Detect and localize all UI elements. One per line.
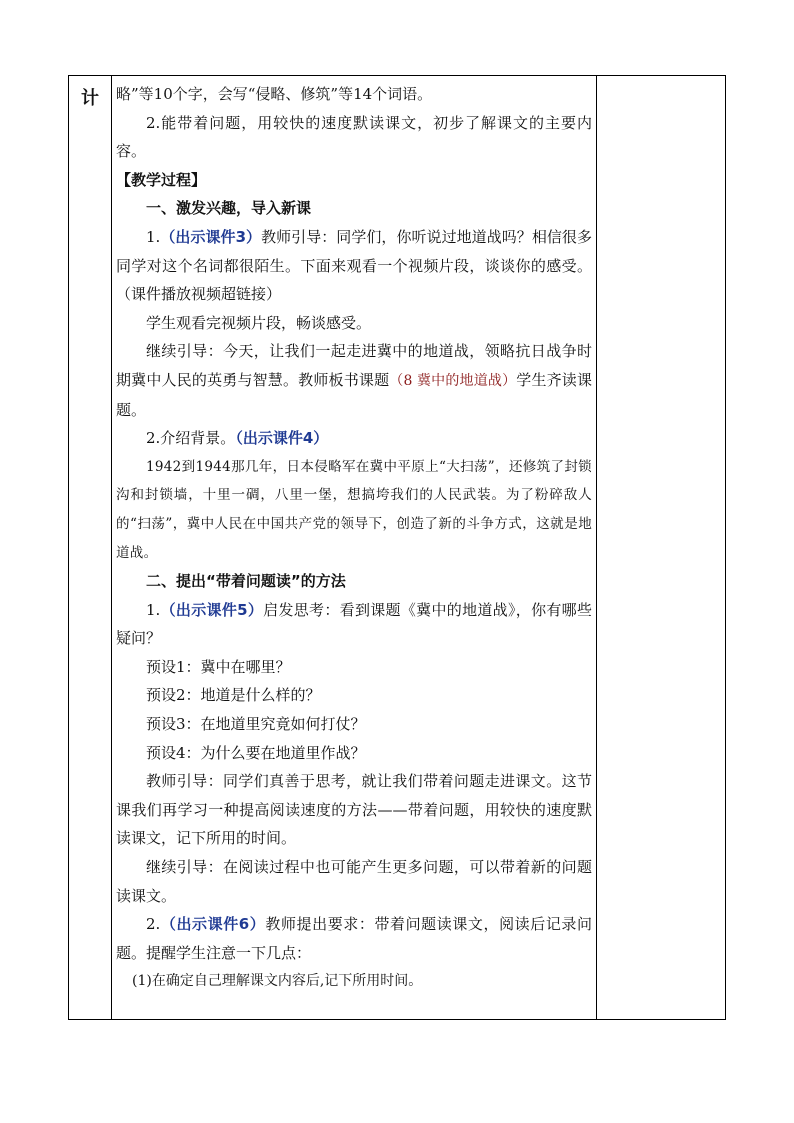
paragraph-requirements: 2.（出示课件6）教师提出要求：带着问题读课文，阅读后记录问题。提醒学生注意一下几点： bbox=[116, 915, 592, 962]
preset-2: 预设2：地道是什么样的？ bbox=[146, 686, 321, 705]
courseware-5-label: （出示课件5） bbox=[160, 600, 264, 619]
paragraph-background: 2.介绍背景。（出示课件4） bbox=[146, 429, 329, 448]
column-divider-left bbox=[111, 76, 112, 1019]
column-divider-right bbox=[596, 76, 597, 1019]
objective-line-1: 略”等10个字，会写“侵略、修筑”等14个词语。 bbox=[116, 85, 433, 103]
paragraph-continue-guide: 继续引导：今天，让我们一起走进冀中的地道战，领略抗日战争时期冀中人民的英勇与智慧。教师板书课题（8 冀中的地道战）学生齐读课题。 bbox=[116, 342, 592, 419]
preset-1: 预设1：冀中在哪里？ bbox=[146, 657, 291, 676]
courseware-3-label: （出示课件3） bbox=[160, 227, 262, 246]
row-label: 计 bbox=[81, 88, 99, 109]
section-2-heading: 二、提出“带着问题读”的方法 bbox=[146, 572, 346, 591]
objective-line-2: 2.能带着问题，用较快的速度默读课文，初步了解课文的主要内容。 bbox=[116, 113, 592, 161]
lesson-content bbox=[116, 80, 592, 996]
paragraph-students-watch: 学生观看完视频片段，畅谈感受。 bbox=[146, 313, 372, 332]
paragraph-teacher-guide: 教师引导：同学们真善于思考，就让我们带着问题走进课文。这节课我们再学习一种提高阅读速度的方法——带着问题，用较快的速度默读课文，记下所用的时间。 bbox=[116, 772, 592, 848]
paragraph-intro: 1.（出示课件3）教师引导：同学们，你听说过地道战吗？相信很多同学对这个名词都很陌生。下面来观看一个视频片段，谈谈你的感受。（课件播放视频超链接） bbox=[116, 227, 592, 304]
requirement-item-1: (1)在确定自己理解课文内容后,记下所用时间。 bbox=[132, 973, 423, 990]
paragraph-think: 1.（出示课件5）启发思考：看到课题《冀中的地道战》，你有哪些疑问？ bbox=[116, 600, 592, 648]
courseware-4-label: （出示课件4） bbox=[235, 429, 329, 448]
background-text: 1942到1944那几年，日本侵略军在冀中平原上“大扫荡”，还修筑了封锁沟和封锁墙，十里一碉，八里一堡，想搞垮我们的人民武装。为了粉碎敌人的“扫荡”，冀中人民在中国共产党的领导下，创造了新的斗争方式，这就是地道战。 bbox=[116, 458, 592, 561]
section-1-heading: 一、激发兴趣，导入新课 bbox=[146, 199, 312, 218]
preset-4: 预设4：为什么要在地道里作战？ bbox=[146, 743, 366, 762]
preset-3: 预设3：在地道里究竟如何打仗？ bbox=[146, 715, 366, 734]
section-teaching-process: 【教学过程】 bbox=[116, 170, 207, 189]
paragraph-continue-guide-2: 继续引导：在阅读过程中也可能产生更多问题，可以带着新的问题读课文。 bbox=[116, 858, 592, 905]
lesson-title-board: （8 冀中的地道战） bbox=[389, 372, 517, 389]
courseware-6-label: （出示课件6） bbox=[160, 915, 266, 934]
